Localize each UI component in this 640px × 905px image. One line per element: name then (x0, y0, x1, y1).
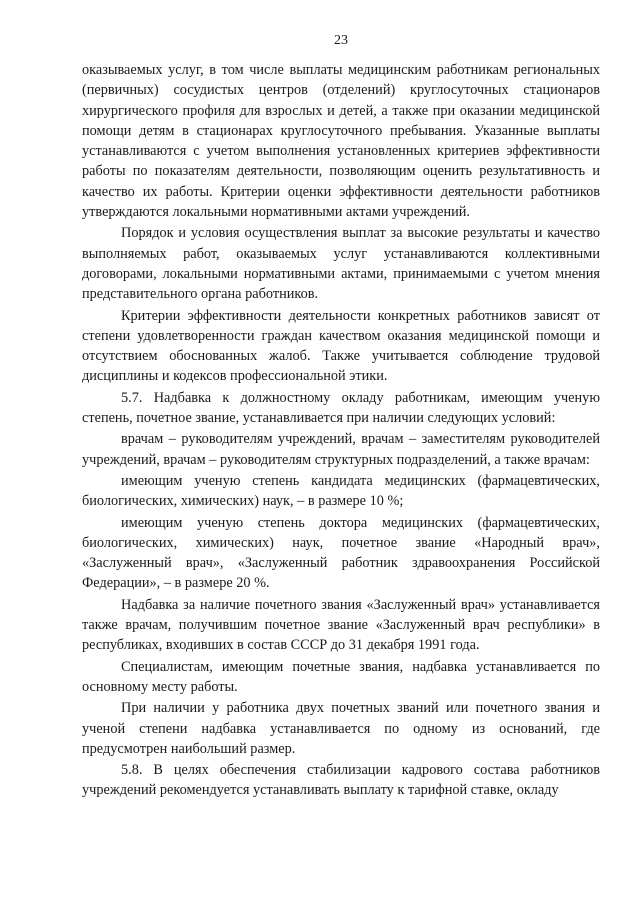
paragraph: имеющим ученую степень доктора медицинских (фармацевтических, биологических, химических) наук, почетное звание «Народный врач», «Заслуженный врач», «Заслуженный работник здравоохранения Российской Федерации», – в размере 20 %. (82, 514, 600, 592)
paragraph: Надбавка за наличие почетного звания «Заслуженный врач» устанавливается также врачам, получившим почетное звание «Заслуженный врач республики» в республиках, входивших в состав СССР до 31 декабря 1991 года. (82, 596, 600, 654)
paragraph: оказываемых услуг, в том числе выплаты медицинским работникам региональных (первичных) сосудистых центров (отделений) круглосуточных стационаров хирургического профиля для взрослых и детей, а также при оказании медицинской помощи детям в стационарах круглосуточного пребывания. Указанные выплаты устанавливаются с учетом выполнения установленных критериев эффективности работы по показателям деятельности, позволяющим оценить результативность и качество их работы. Критерии оценки эффективности деятельности работников утверждаются локальными нормативными актами учреждений. (82, 62, 600, 221)
paragraph: Специалистам, имеющим почетные звания, надбавка устанавливается по основному месту работы. (82, 658, 600, 695)
page-number: 23 (334, 33, 348, 48)
paragraph: Порядок и условия осуществления выплат за высокие результаты и качество выполняемых работ, оказываемых услуг устанавливаются коллективными договорами, локальными нормативными актами, принимаемыми с учетом мнения представительного органа работников. (82, 225, 600, 303)
paragraph: имеющим ученую степень кандидата медицинских (фармацевтических, биологических, химических) наук, – в размере 10 %; (82, 472, 600, 510)
paragraph: 5.7. Надбавка к должностному окладу работникам, имеющим ученую степень, почетное звание, устанавливается при наличии следующих условий: (82, 389, 600, 427)
paragraph: 5.8. В целях обеспечения стабилизации кадрового состава работников учреждений рекомендуется устанавливать выплату к тарифной ставке, окладу (82, 762, 600, 799)
paragraph: врачам – руководителям учреждений, врачам – заместителям руководителей учреждений, врачам – руководителям структурных подразделений, а также врачам: (82, 431, 600, 468)
document-body (82, 60, 600, 801)
paragraph: Критерии эффективности деятельности конкретных работников зависят от степени удовлетворенности граждан качеством оказания медицинской помощи и отсутствием обоснованных жалоб. Также учитывается соблюдение трудовой дисциплины и кодексов профессиональной этики. (82, 307, 600, 385)
paragraph: При наличии у работника двух почетных званий или почетного звания и ученой степени надбавка устанавливается по одному из оснований, где предусмотрен наибольший размер. (82, 700, 600, 757)
